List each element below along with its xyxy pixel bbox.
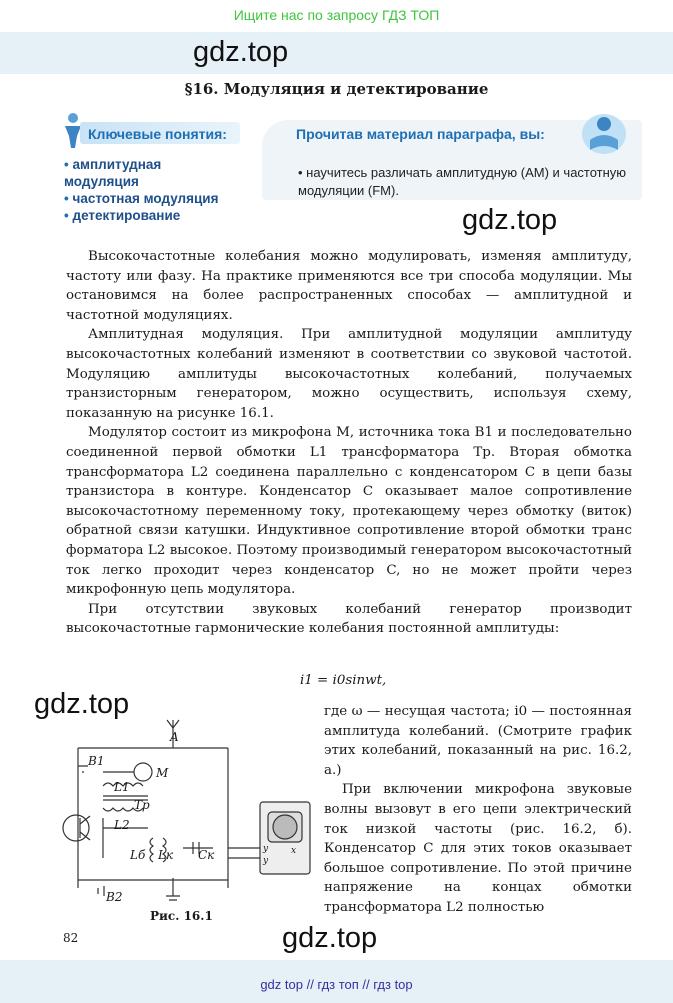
paragraph: Модулятор состоит из микрофона M, источника тока B1 и последовательно соединенной первой обмотки L1 трансформатора Tp. Вторая обмотка трансформатора L2 соединена параллельно с конденсатором C в цепи базы транзистора в контуре. Конденсатор C оказывает малое сопротивление высокочастотному переменному току, протекающему через обмотку (виток) обратной связи катушки. Индуктивное сопротивление второй обмотки транс форматора L2 высокое. Поэтому производимый генератором высокочастотный ток легко проходит через конденсатор C, но не может пройти через микрофонную цепь модулятора. xyxy=(66,425,632,598)
label-lk: Lк xyxy=(158,848,174,862)
search-banner xyxy=(0,0,673,30)
right-column-text xyxy=(324,702,632,918)
paragraph: Амплитудная модуляция. При амплитудной модуляции амплитуду высокочастотных колебаний изменяют в соответствии со звуковой частотой. Модуляцию амплитуды высокочастотных колебаний, получаемых транзисторным генератором, можно осуществить, используя схему, показанную на рисунке 16.1. xyxy=(66,327,632,421)
figure-caption: Рис. 16.1 xyxy=(150,909,213,923)
page-number: 82 xyxy=(63,931,79,945)
label-b2: B2 xyxy=(106,890,123,904)
formula: i1 = i0sinwt, xyxy=(300,673,387,688)
label-lb: Lб xyxy=(130,848,146,862)
paragraph: Высокочастотные колебания можно модулировать, изменяя амплитуду, частоту или фазу. На практике применяются все три способа модуляции. Мы остановимся на более распространенных способах — амплитудной и частотной модуляциях. xyxy=(66,249,632,323)
reader-icon xyxy=(578,110,628,156)
label-y1: y xyxy=(263,844,269,854)
label-y2: y xyxy=(263,856,269,866)
key-concepts-list xyxy=(64,156,218,224)
watermark: gdz.top xyxy=(34,688,130,720)
paragraph: При включении микрофона звуковые волны вызовут в его цепи электрический ток низкой частоты (рис. 16.2, б). Конденсатор C для этих токов оказывает большое сопротивление. По этой причине напряжение на концах обмотки трансформатора L2 полностью xyxy=(324,782,632,915)
label-l1: L1 xyxy=(114,780,130,794)
header-stripe xyxy=(0,32,673,74)
banner-text: Ищите нас по запросу ГДЗ ТОП xyxy=(233,7,440,23)
label-b1: B1 xyxy=(88,754,105,768)
section-title: §16. Модуляция и детектирование xyxy=(184,80,489,98)
goal-item: • научитесь различать амплитудную (АМ) и частотную модуляции (FM). xyxy=(298,165,627,198)
paragraph: где ω — несущая частота; i0 — постоянная амплитуда колебаний. (Смотрите график этих колебаний, показанный на рис. 16.2, а.) xyxy=(324,704,632,778)
watermark: gdz.top xyxy=(193,36,289,68)
paragraph: При отсутствии звуковых колебаний генератор производит высокочастотные гармонические колебания постоянной амплитуды: xyxy=(66,601,632,637)
label-tp: Tp xyxy=(134,798,150,812)
label-m: M xyxy=(156,766,169,780)
key-concepts-title: Ключевые понятия: xyxy=(88,126,227,142)
label-a: A xyxy=(170,730,179,744)
label-x: x xyxy=(291,846,297,856)
label-l2: L2 xyxy=(114,818,130,832)
label-ck: Cк xyxy=(198,848,215,862)
list-item: • частотная модуляция xyxy=(64,191,219,206)
goals-title: Прочитав материал параграфа, вы: xyxy=(296,126,545,142)
watermark: gdz.top xyxy=(462,204,558,236)
watermark: gdz.top xyxy=(282,922,378,954)
body-text xyxy=(66,247,632,639)
list-item: • детектирование xyxy=(64,208,181,223)
footer-links[interactable]: gdz top // гдз топ // гдз top xyxy=(260,977,413,992)
circuit-diagram xyxy=(58,718,320,908)
list-item: • амплитудная модуляция xyxy=(64,157,162,189)
